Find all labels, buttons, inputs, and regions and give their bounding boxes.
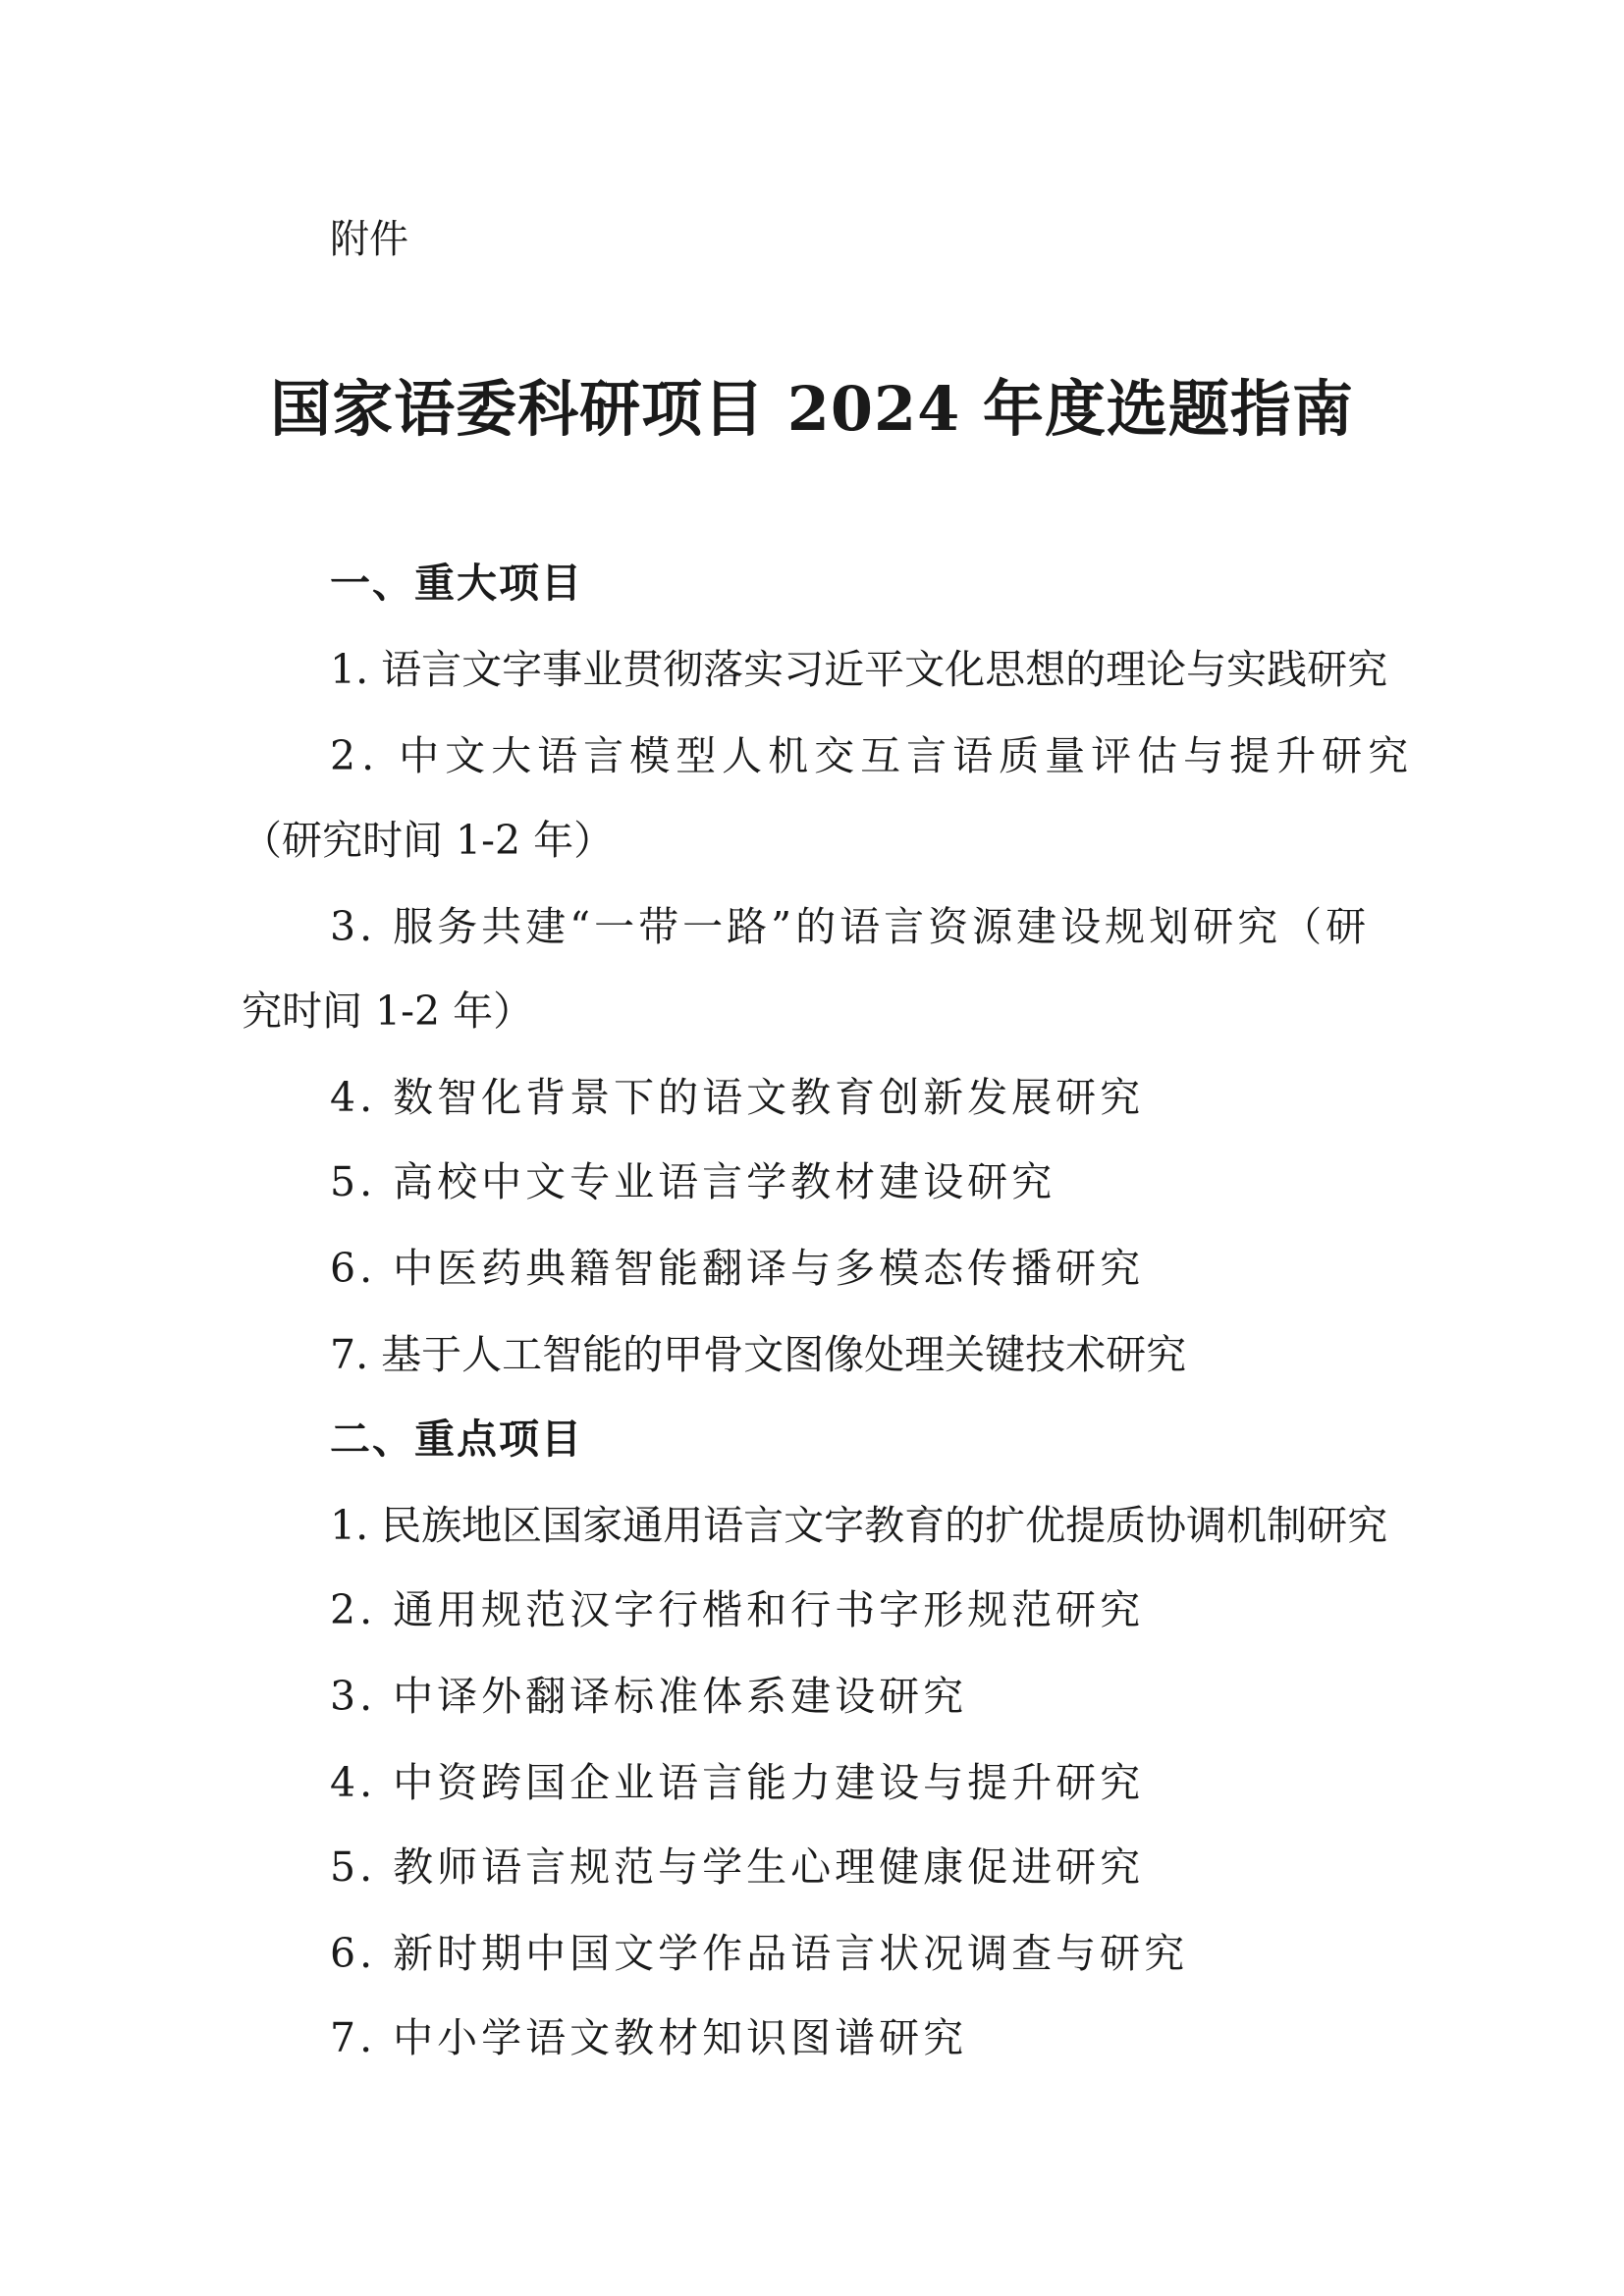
list-item: 2. 中文大语言模型人机交互言语质量评估与提升研究	[330, 732, 1415, 779]
list-item: 6. 新时期中国文学作品语言状况调查与研究	[330, 1930, 1189, 1977]
document-title: 国家语委科研项目 2024 年度选题指南	[270, 373, 1354, 445]
list-item: 3. 中译外翻译标准体系建设研究	[330, 1673, 968, 1720]
list-item: 3. 服务共建“一带一路”的语言资源建设规划研究（研	[330, 903, 1371, 950]
list-item: 1. 民族地区国家通用语言文字教育的扩优提质协调机制研究	[330, 1502, 1388, 1549]
list-item: 5. 教师语言规范与学生心理健康促进研究	[330, 1843, 1145, 1891]
list-item-continuation: 究时间 1-2 年）	[242, 988, 534, 1035]
list-item: 4. 数智化背景下的语文教育创新发展研究	[330, 1074, 1145, 1121]
list-item: 1. 语言文字事业贯彻落实习近平文化思想的理论与实践研究	[330, 646, 1388, 693]
list-item: 7. 中小学语文教材知识图谱研究	[330, 2014, 968, 2061]
list-item: 4. 中资跨国企业语言能力建设与提升研究	[330, 1759, 1145, 1806]
list-item: 7. 基于人工智能的甲骨文图像处理关键技术研究	[330, 1331, 1187, 1378]
attachment-label: 附件	[330, 217, 408, 262]
list-item: 2. 通用规范汉字行楷和行书字形规范研究	[330, 1586, 1145, 1633]
list-item-continuation: （研究时间 1-2 年）	[242, 817, 615, 864]
list-item: 5. 高校中文专业语言学教材建设研究	[330, 1158, 1056, 1205]
section-heading-key: 二、重点项目	[330, 1415, 583, 1463]
list-item: 6. 中医药典籍智能翻译与多模态传播研究	[330, 1245, 1145, 1292]
section-heading-major: 一、重大项目	[330, 560, 583, 607]
